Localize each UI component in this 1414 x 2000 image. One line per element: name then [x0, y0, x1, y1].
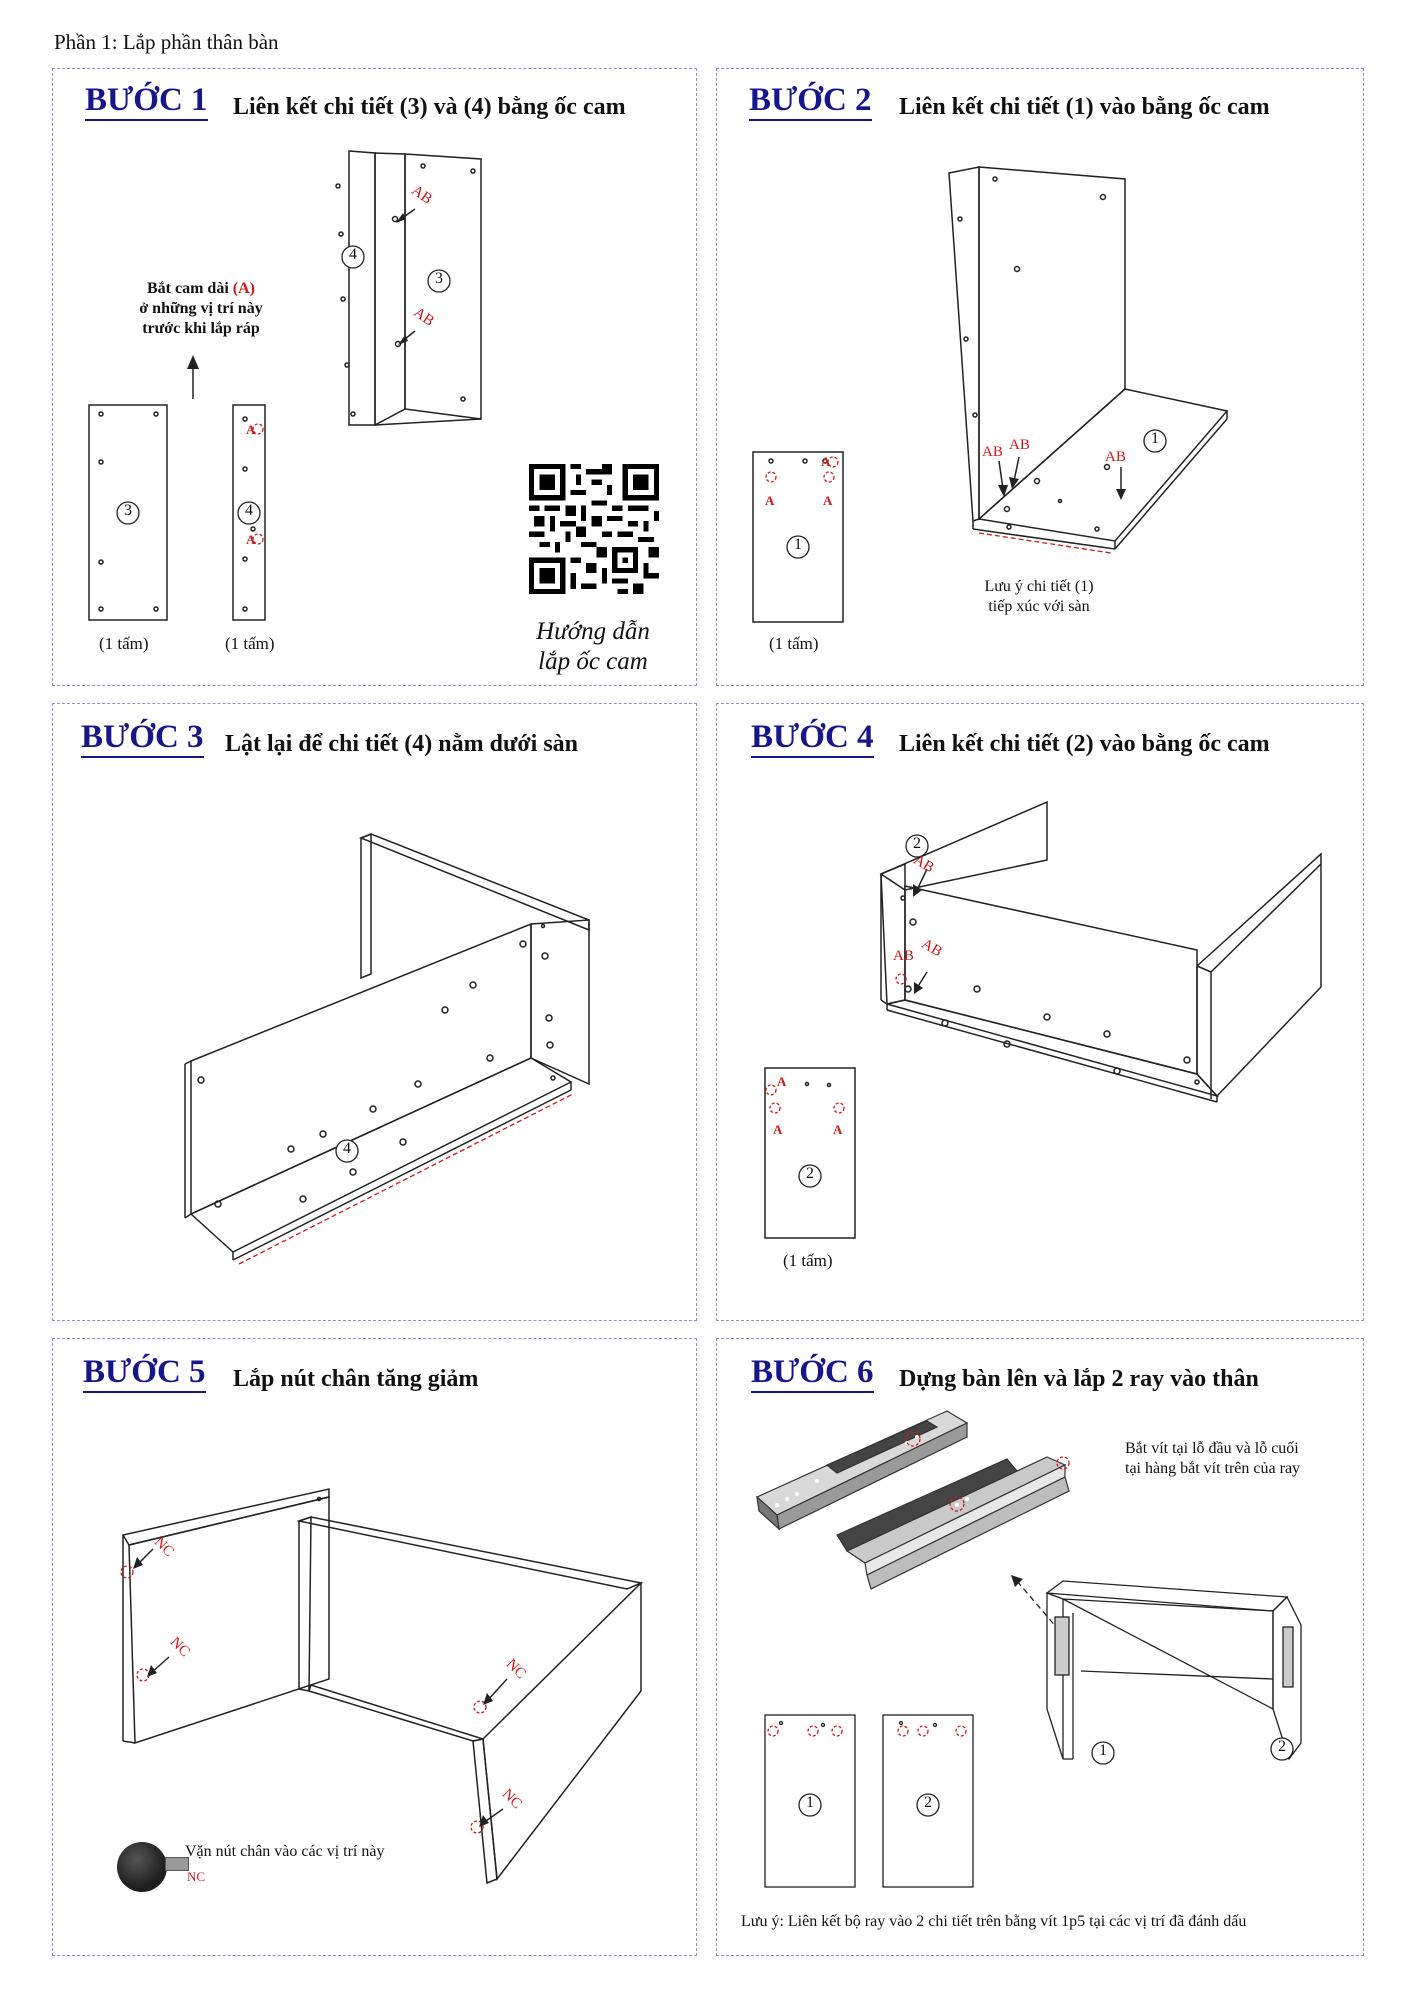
part-2-side-panel	[881, 864, 905, 1004]
part-4-floor-panel	[191, 1058, 571, 1252]
mark-ab-3: AB	[1105, 449, 1126, 465]
mark-nc-3: NC	[502, 1656, 529, 1683]
step-2-label: BƯỚC 2	[749, 81, 872, 121]
step-2-panel	[716, 68, 1364, 686]
step-6-illustration	[717, 1339, 1365, 1957]
part-label-1-assembled: 1	[1151, 430, 1159, 447]
step-5-title: Lắp nút chân tăng giảm	[233, 1366, 479, 1392]
step-3-panel	[52, 703, 697, 1321]
leveling-foot-icon	[117, 1842, 167, 1892]
mark-a-top: A	[246, 422, 256, 437]
qty-part-2: (1 tấm)	[783, 1251, 833, 1270]
part-label-4-flat: 4	[245, 502, 253, 519]
step-6-footer-note: Lưu ý: Liên kết bộ ray vào 2 chi tiết trên bằng vít 1p5 tại các vị trí đã đánh dấu	[741, 1913, 1247, 1930]
rail-note: Bắt vít tại lỗ đầu và lỗ cuối tại hàng bắt vít trên của ray	[1125, 1440, 1301, 1477]
mark-ab-lower-2: AB	[893, 948, 914, 964]
mark-a-flat-1: A	[765, 493, 775, 508]
qty-part-1: (1 tấm)	[769, 634, 819, 653]
step-1-illustration	[53, 69, 698, 687]
page-title: Phần 1: Lắp phần thân bàn	[54, 30, 279, 54]
mark-ab-bottom: AB	[410, 304, 437, 330]
step-3-title: Lật lại để chi tiết (4) nằm dưới sàn	[225, 731, 579, 757]
mark-a-flat-3: A	[833, 1122, 843, 1137]
step-6-panel	[716, 1338, 1364, 1956]
step-4-title: Liên kết chi tiết (2) vào bằng ốc cam	[899, 731, 1270, 757]
step-6-title: Dựng bàn lên và lắp 2 ray vào thân	[899, 1366, 1259, 1392]
step-4-label: BƯỚC 4	[751, 718, 874, 758]
part-label-4: 4	[343, 1140, 351, 1157]
mark-ab-lower-1: AB	[918, 935, 945, 961]
mark-a-bottom: A	[246, 532, 256, 547]
step-5-note-code: NC	[187, 1869, 206, 1884]
mark-ab-top: AB	[408, 182, 435, 208]
mark-ab-2: AB	[1009, 437, 1030, 453]
mark-a-flat-3: A	[823, 493, 833, 508]
flat-part-2	[765, 1068, 855, 1238]
qty-part-3: (1 tấm)	[99, 634, 149, 653]
mark-a-flat-2: A	[821, 454, 831, 469]
mark-nc-4: NC	[498, 1786, 525, 1813]
mark-a-flat-2: A	[773, 1122, 783, 1137]
part-label-4-assembled: 4	[349, 246, 357, 263]
qr-caption: Hướng dẫn lắp ốc cam	[536, 618, 650, 675]
mark-ab-1: AB	[982, 444, 1003, 460]
part-label-2-table: 2	[1278, 1738, 1286, 1755]
part-label-1-flat: 1	[806, 1794, 814, 1811]
qr-code[interactable]	[529, 464, 659, 594]
part-label-2-flat: 2	[924, 1794, 932, 1811]
step-5-label: BƯỚC 5	[83, 1353, 206, 1393]
step-4-panel	[716, 703, 1364, 1321]
note-highlight: (A)	[232, 280, 255, 297]
step-5-panel	[52, 1338, 697, 1956]
step-2-title: Liên kết chi tiết (1) vào bằng ốc cam	[899, 94, 1270, 120]
part-4-narrow-panel	[349, 151, 375, 425]
part-label-3-flat: 3	[124, 502, 132, 519]
part-label-3-assembled: 3	[435, 270, 443, 287]
step-1-label: BƯỚC 1	[85, 81, 208, 121]
part-1-bottom-panel	[979, 389, 1227, 541]
part-label-2-assembled: 2	[913, 835, 921, 852]
step-6-label: BƯỚC 6	[751, 1353, 874, 1393]
step-2-note: Lưu ý chi tiết (1) tiếp xúc với sàn	[984, 578, 1094, 615]
step-5-note: Vặn nút chân vào các vị trí này	[185, 1843, 385, 1860]
part-label-1-table: 1	[1099, 1742, 1107, 1759]
step-1-title: Liên kết chi tiết (3) và (4) bằng ốc cam	[233, 94, 626, 120]
mark-nc-1: NC	[150, 1534, 177, 1561]
part-label-2-flat: 2	[806, 1165, 814, 1182]
mark-a-flat-1: A	[777, 1074, 787, 1089]
step-3-illustration	[53, 704, 698, 1322]
step-3-label: BƯỚC 3	[81, 718, 204, 758]
qty-part-4: (1 tấm)	[225, 634, 275, 653]
step-4-illustration	[717, 704, 1365, 1322]
part-label-1-flat: 1	[794, 536, 802, 553]
mark-ab-upper: AB	[910, 851, 937, 877]
part-3-wide-panel	[375, 153, 405, 425]
mark-nc-2: NC	[166, 1634, 193, 1661]
step-1-panel	[52, 68, 697, 686]
step-1-note: Bắt cam dài (A) ở những vị trí này trước khi lắp ráp	[139, 280, 263, 337]
